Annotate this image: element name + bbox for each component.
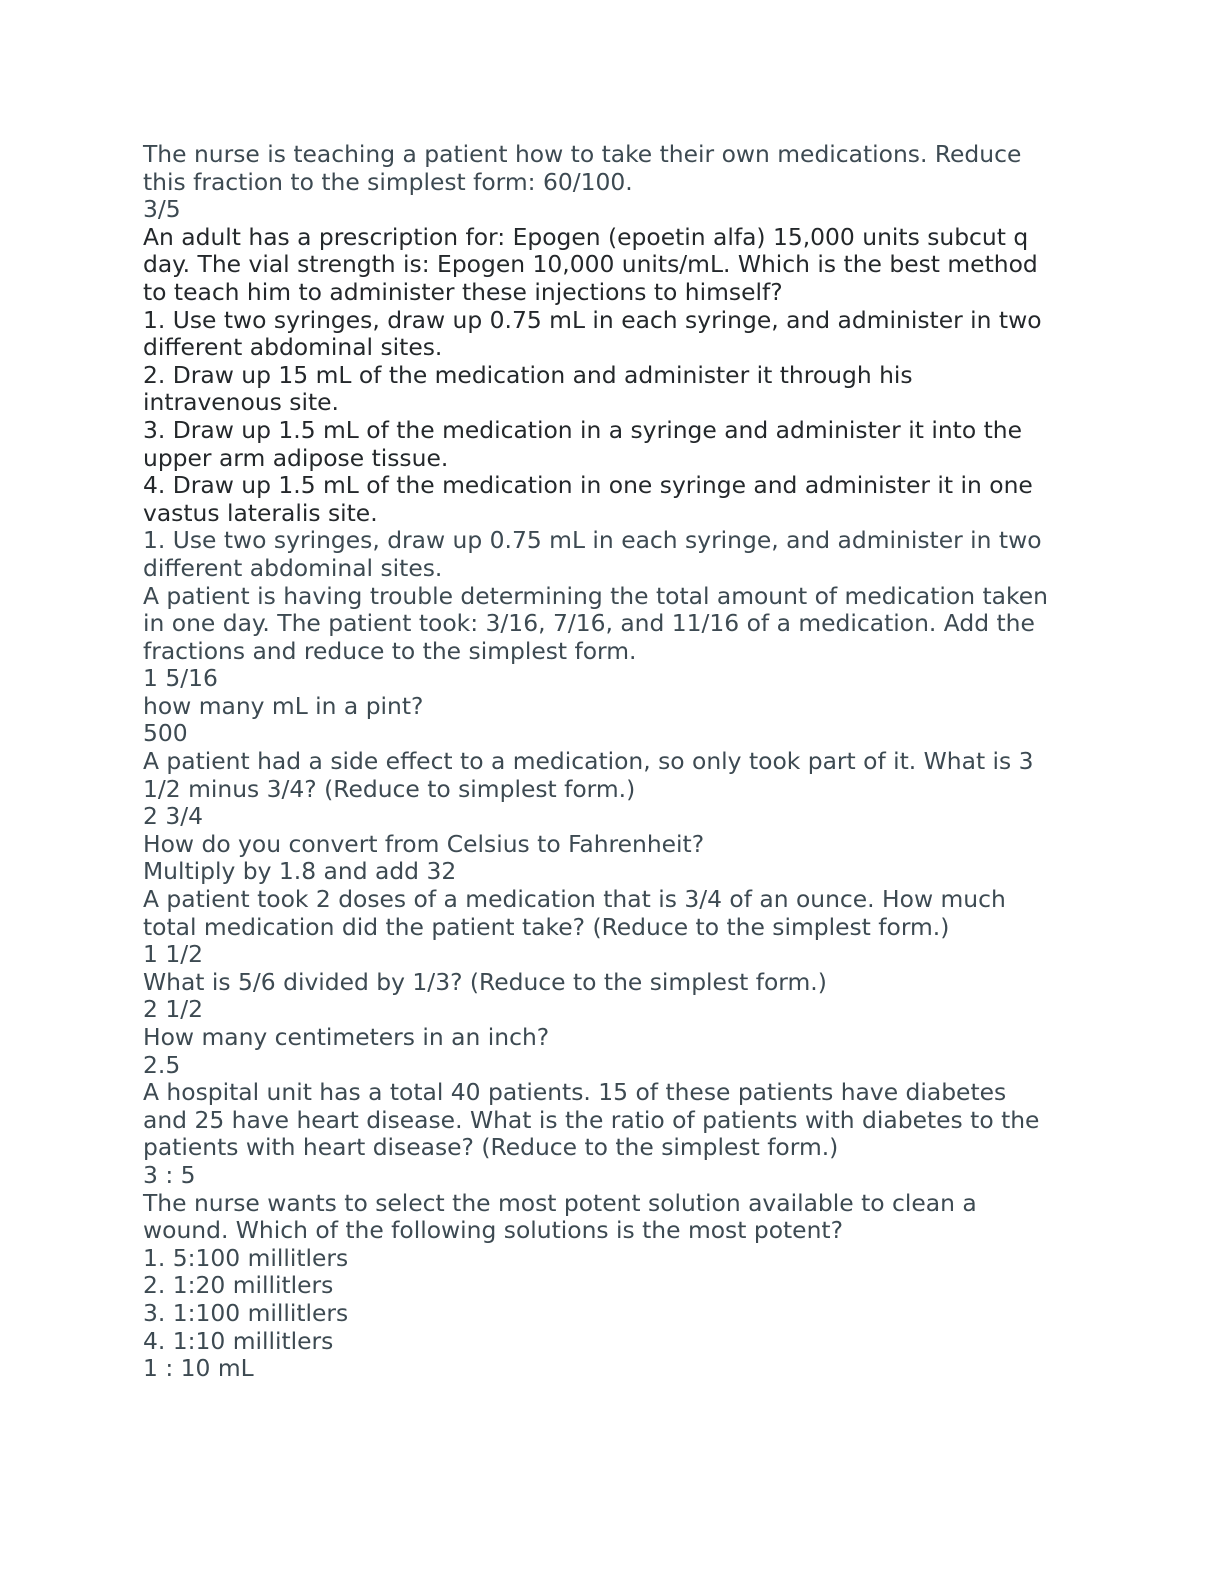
flashcard <box>143 1024 1073 1079</box>
question-text: The nurse wants to select the most potent solution available to clean a <box>143 1188 977 1217</box>
answer-text: 2 3/4 <box>143 802 203 831</box>
answer-text: 3/5 <box>143 195 181 224</box>
question-text: wound. Which of the following solutions is the most potent? <box>143 1216 843 1245</box>
question-text: A patient is having trouble determining the total amount of medication taken <box>143 581 1048 610</box>
flashcard <box>143 886 1073 969</box>
answer-text: 1 1/2 <box>143 940 203 969</box>
flashcard <box>143 224 1073 583</box>
flashcard <box>143 969 1073 1024</box>
answer-text: 1. Use two syringes, draw up 0.75 mL in each syringe, and administer in two <box>143 526 1042 555</box>
flashcard <box>143 141 1073 224</box>
question-text: patients with heart disease? (Reduce to the simplest form.) <box>143 1133 839 1162</box>
option-text: 3. Draw up 1.5 mL of the medication in a syringe and administer it into the <box>143 415 1022 444</box>
answer-text: 1 : 10 mL <box>143 1354 254 1383</box>
option-text: different abdominal sites. <box>143 333 443 362</box>
question-text: day. The vial strength is: Epogen 10,000 units/mL. Which is the best method <box>143 250 1038 279</box>
answer-text: Multiply by 1.8 and add 32 <box>143 857 457 886</box>
question-text: how many mL in a pint? <box>143 691 424 720</box>
option-text: intravenous site. <box>143 388 339 417</box>
option-text: 2. Draw up 15 mL of the medication and administer it through his <box>143 360 913 389</box>
answer-text: different abdominal sites. <box>143 553 443 582</box>
option-text: 1. 5:100 millitlers <box>143 1243 349 1272</box>
answer-text: 3 : 5 <box>143 1160 196 1189</box>
option-text: 2. 1:20 millitlers <box>143 1271 334 1300</box>
question-text: The nurse is teaching a patient how to take their own medications. Reduce <box>143 140 1022 168</box>
question-text: to teach him to administer these injections to himself? <box>143 277 783 306</box>
flashcard <box>143 831 1073 886</box>
option-text: 3. 1:100 millitlers <box>143 1298 349 1327</box>
option-text: 4. 1:10 millitlers <box>143 1326 334 1355</box>
question-text: What is 5/6 divided by 1/3? (Reduce to the simplest form.) <box>143 967 827 996</box>
option-text: vastus lateralis site. <box>143 498 378 527</box>
flashcard <box>143 1079 1073 1189</box>
document-page <box>143 141 1073 1383</box>
question-text: fractions and reduce to the simplest form. <box>143 636 637 665</box>
question-text: and 25 have heart disease. What is the ratio of patients with diabetes to the <box>143 1105 1040 1134</box>
answer-text: 1 5/16 <box>143 664 218 693</box>
flashcard <box>143 748 1073 831</box>
option-text: upper arm adipose tissue. <box>143 443 449 472</box>
question-text: How do you convert from Celsius to Fahrenheit? <box>143 829 705 858</box>
flashcard <box>143 693 1073 748</box>
answer-text: 500 <box>143 719 188 748</box>
question-text: this fraction to the simplest form: 60/100. <box>143 167 633 196</box>
flashcard <box>143 1190 1073 1383</box>
flashcard <box>143 583 1073 693</box>
option-text: 4. Draw up 1.5 mL of the medication in one syringe and administer it in one <box>143 471 1033 500</box>
answer-text: 2 1/2 <box>143 995 203 1024</box>
question-text: How many centimeters in an inch? <box>143 1023 550 1051</box>
question-text: in one day. The patient took: 3/16, 7/16, and 11/16 of a medication. Add the <box>143 609 1035 638</box>
question-text: A hospital unit has a total 40 patients. 15 of these patients have diabetes <box>143 1078 1007 1107</box>
answer-text: 2.5 <box>143 1050 181 1079</box>
option-text: 1. Use two syringes, draw up 0.75 mL in each syringe, and administer in two <box>143 305 1042 334</box>
question-text: A patient took 2 doses of a medication that is 3/4 of an ounce. How much <box>143 885 1006 914</box>
question-text: A patient had a side effect to a medication, so only took part of it. What is 3 <box>143 747 1034 776</box>
question-text: total medication did the patient take? (Reduce to the simplest form.) <box>143 912 950 941</box>
question-text: An adult has a prescription for: Epogen (epoetin alfa) 15,000 units subcut q <box>143 222 1029 251</box>
question-text: 1/2 minus 3/4? (Reduce to simplest form.) <box>143 774 636 803</box>
